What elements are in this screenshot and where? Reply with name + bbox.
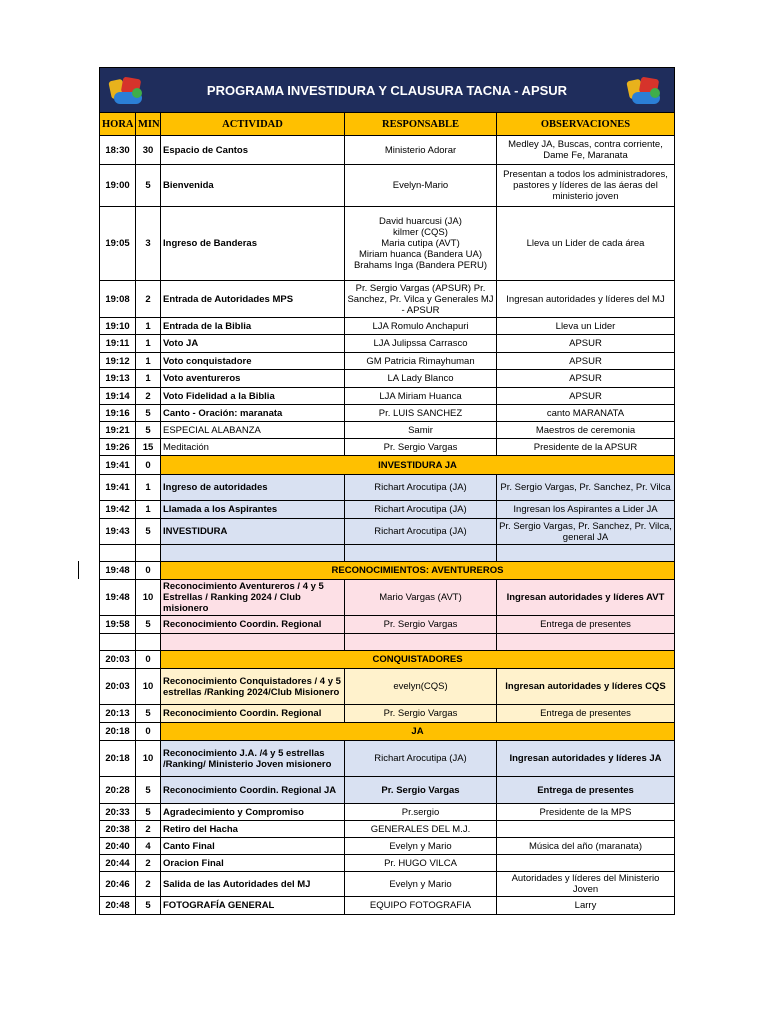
cell-hora: 20:13 [100, 705, 136, 723]
table-row [100, 281, 675, 318]
cell-min: 4 [136, 838, 161, 855]
cell-actividad: Bienvenida [161, 165, 345, 207]
cell-min [136, 545, 161, 562]
cell-min: 1 [136, 318, 161, 335]
cell-responsable [345, 545, 497, 562]
cell-actividad: Salida de las Autoridades del MJ [161, 872, 345, 897]
cell-actividad: Voto Fidelidad a la Biblia [161, 388, 345, 405]
table-row [100, 897, 675, 915]
cell-min: 1 [136, 353, 161, 370]
table-row [100, 669, 675, 705]
cell-responsable: Mario Vargas (AVT) [345, 580, 497, 616]
section-row [100, 456, 675, 475]
cell-observaciones: Autoridades y líderes del Ministerio Joven [497, 872, 675, 897]
cell-hora: 19:41 [100, 475, 136, 501]
cell-actividad: Reconocimiento J.A. /4 y 5 estrellas /Ranking/ Ministerio Joven misionero [161, 741, 345, 777]
cell-actividad: Ingreso de Banderas [161, 207, 345, 281]
cell-observaciones: Entrega de presentes [497, 705, 675, 723]
cell-responsable: Evelyn y Mario [345, 872, 497, 897]
cell-hora: 19:00 [100, 165, 136, 207]
cell-actividad: Canto - Oración: maranata [161, 405, 345, 422]
cell-hora: 20:46 [100, 872, 136, 897]
cell-hora: 19:16 [100, 405, 136, 422]
cell-observaciones: Pr. Sergio Vargas, Pr. Sanchez, Pr. Vilca, general JA [497, 519, 675, 545]
cell-actividad: Reconocimiento Coordin. Regional [161, 616, 345, 634]
ministry-logo-left [106, 72, 150, 108]
cell-observaciones: Lleva un Lider [497, 318, 675, 335]
cell-actividad: INVESTIDURA [161, 519, 345, 545]
cell-hora: 19:26 [100, 439, 136, 456]
cell-hora: 20:18 [100, 741, 136, 777]
cell-observaciones: Ingresan autoridades y líderes del MJ [497, 281, 675, 318]
cell-actividad: Reconocimiento Coordin. Regional [161, 705, 345, 723]
table-row [100, 405, 675, 422]
table-row [100, 545, 675, 562]
table-row [100, 335, 675, 353]
cell-actividad: Llamada a los Aspirantes [161, 501, 345, 519]
program-table [99, 67, 675, 915]
table-row [100, 136, 675, 165]
table-row [100, 580, 675, 616]
cell-observaciones: Ingresan autoridades y líderes AVT [497, 580, 675, 616]
cell-responsable: LJA Miriam Huanca [345, 388, 497, 405]
header-hora: HORA [100, 113, 136, 136]
cell-min: 5 [136, 804, 161, 821]
cell-min: 2 [136, 872, 161, 897]
cell-actividad: Ingreso de autoridades [161, 475, 345, 501]
table-row [100, 634, 675, 651]
cell-hora [100, 634, 136, 651]
text-cursor [78, 561, 79, 579]
cell-responsable: Pr. Sergio Vargas [345, 705, 497, 723]
cell-observaciones: Entrega de presentes [497, 616, 675, 634]
cell-observaciones: Pr. Sergio Vargas, Pr. Sanchez, Pr. Vilca [497, 475, 675, 501]
table-row [100, 388, 675, 405]
cell-responsable: Pr. HUGO VILCA [345, 855, 497, 872]
table-row [100, 370, 675, 388]
section-title: INVESTIDURA JA [161, 456, 675, 475]
table-row [100, 872, 675, 897]
cell-min: 1 [136, 335, 161, 353]
cell-hora: 20:18 [100, 723, 136, 741]
cell-hora: 18:30 [100, 136, 136, 165]
cell-responsable: Pr. Sergio Vargas (APSUR) Pr. Sanchez, Pr. Vilca y Generales MJ - APSUR [345, 281, 497, 318]
cell-responsable: Pr. LUIS SANCHEZ [345, 405, 497, 422]
cell-observaciones: Presidente de la APSUR [497, 439, 675, 456]
cell-min: 5 [136, 422, 161, 439]
cell-responsable: Richart Arocutipa (JA) [345, 741, 497, 777]
table-row [100, 741, 675, 777]
section-row [100, 651, 675, 669]
ministry-logo-right [624, 72, 668, 108]
cell-hora: 19:13 [100, 370, 136, 388]
cell-hora: 19:14 [100, 388, 136, 405]
cell-min: 1 [136, 501, 161, 519]
cell-hora: 19:58 [100, 616, 136, 634]
cell-min: 5 [136, 777, 161, 804]
cell-min: 0 [136, 456, 161, 475]
cell-observaciones: Ingresan los Aspirantes a Lider JA [497, 501, 675, 519]
cell-responsable: LA Lady Blanco [345, 370, 497, 388]
cell-observaciones: Medley JA, Buscas, contra corriente, Dame Fe, Maranata [497, 136, 675, 165]
cell-hora: 19:11 [100, 335, 136, 353]
cell-responsable: EQUIPO FOTOGRAFIA [345, 897, 497, 915]
table-row [100, 616, 675, 634]
cell-observaciones: Larry [497, 897, 675, 915]
cell-observaciones: APSUR [497, 353, 675, 370]
cell-observaciones [497, 821, 675, 838]
cell-observaciones: Maestros de ceremonia [497, 422, 675, 439]
title-row [100, 68, 675, 113]
cell-min: 0 [136, 562, 161, 580]
table-row [100, 705, 675, 723]
cell-responsable [345, 634, 497, 651]
cell-hora: 20:33 [100, 804, 136, 821]
header-observaciones: OBSERVACIONES [497, 113, 675, 136]
table-row [100, 838, 675, 855]
cell-observaciones [497, 545, 675, 562]
cell-observaciones: Música del año (maranata) [497, 838, 675, 855]
cell-actividad: FOTOGRAFÍA GENERAL [161, 897, 345, 915]
cell-min: 5 [136, 897, 161, 915]
cell-observaciones: APSUR [497, 388, 675, 405]
section-title: RECONOCIMIENTOS: AVENTUREROS [161, 562, 675, 580]
cell-min [136, 634, 161, 651]
cell-responsable: LJA Julipssa Carrasco [345, 335, 497, 353]
cell-min: 2 [136, 855, 161, 872]
cell-observaciones: Presidente de la MPS [497, 804, 675, 821]
cell-responsable: Richart Arocutipa (JA) [345, 475, 497, 501]
cell-responsable: Pr.sergio [345, 804, 497, 821]
cell-observaciones: APSUR [497, 335, 675, 353]
cell-min: 10 [136, 580, 161, 616]
cell-responsable: David huarcusi (JA) kilmer (CQS) Maria cutipa (AVT) Miriam huanca (Bandera UA) Brahams Inga (Bandera PERU) [345, 207, 497, 281]
cell-responsable: Evelyn-Mario [345, 165, 497, 207]
table-row [100, 855, 675, 872]
cell-min: 2 [136, 821, 161, 838]
cell-observaciones: Lleva un Lider de cada área [497, 207, 675, 281]
cell-actividad: Reconocimiento Coordin. Regional JA [161, 777, 345, 804]
cell-hora: 19:41 [100, 456, 136, 475]
cell-actividad: Entrada de la Biblia [161, 318, 345, 335]
table-row [100, 207, 675, 281]
cell-responsable: Richart Arocutipa (JA) [345, 501, 497, 519]
cell-hora: 20:48 [100, 897, 136, 915]
cell-responsable: GENERALES DEL M.J. [345, 821, 497, 838]
section-row [100, 723, 675, 741]
table-row [100, 353, 675, 370]
cell-min: 2 [136, 388, 161, 405]
cell-actividad [161, 634, 345, 651]
cell-hora: 20:03 [100, 669, 136, 705]
table-row [100, 804, 675, 821]
cell-actividad: Retiro del Hacha [161, 821, 345, 838]
cell-responsable: Pr. Sergio Vargas [345, 616, 497, 634]
cell-actividad: Voto conquistadore [161, 353, 345, 370]
cell-min: 5 [136, 616, 161, 634]
cell-min: 1 [136, 370, 161, 388]
cell-hora: 20:38 [100, 821, 136, 838]
cell-observaciones: Ingresan autoridades y líderes JA [497, 741, 675, 777]
table-row [100, 519, 675, 545]
cell-observaciones: Presentan a todos los administradores, pastores y líderes de las áeras del ministerio joven [497, 165, 675, 207]
page-title: PROGRAMA INVESTIDURA Y CLAUSURA TACNA - APSUR [206, 82, 568, 98]
cell-actividad: Canto Final [161, 838, 345, 855]
cell-observaciones: Entrega de presentes [497, 777, 675, 804]
cell-observaciones [497, 634, 675, 651]
table-row [100, 318, 675, 335]
cell-min: 1 [136, 475, 161, 501]
cell-observaciones: APSUR [497, 370, 675, 388]
cell-actividad: Voto aventureros [161, 370, 345, 388]
cell-responsable: GM Patricia Rimayhuman [345, 353, 497, 370]
cell-responsable: Pr. Sergio Vargas [345, 439, 497, 456]
cell-min: 5 [136, 165, 161, 207]
cell-actividad: Entrada de Autoridades MPS [161, 281, 345, 318]
table-row [100, 821, 675, 838]
cell-actividad [161, 545, 345, 562]
header-actividad: ACTIVIDAD [161, 113, 345, 136]
cell-hora: 19:48 [100, 562, 136, 580]
cell-responsable: Samir [345, 422, 497, 439]
cell-hora: 19:43 [100, 519, 136, 545]
cell-hora: 19:21 [100, 422, 136, 439]
cell-hora: 20:44 [100, 855, 136, 872]
cell-hora: 19:42 [100, 501, 136, 519]
section-row [100, 562, 675, 580]
cell-min: 15 [136, 439, 161, 456]
cell-responsable: Richart Arocutipa (JA) [345, 519, 497, 545]
table-row [100, 777, 675, 804]
cell-min: 5 [136, 705, 161, 723]
cell-hora [100, 545, 136, 562]
cell-actividad: Voto JA [161, 335, 345, 353]
table-row [100, 439, 675, 456]
cell-min: 2 [136, 281, 161, 318]
cell-hora: 20:03 [100, 651, 136, 669]
cell-min: 0 [136, 723, 161, 741]
cell-actividad: Reconocimiento Conquistadores / 4 y 5 estrellas /Ranking 2024/Club Misionero [161, 669, 345, 705]
cell-responsable: LJA Romulo Anchapuri [345, 318, 497, 335]
cell-responsable: Evelyn y Mario [345, 838, 497, 855]
table-row [100, 422, 675, 439]
cell-min: 30 [136, 136, 161, 165]
cell-hora: 19:08 [100, 281, 136, 318]
cell-actividad: Meditación [161, 439, 345, 456]
cell-hora: 19:48 [100, 580, 136, 616]
cell-observaciones [497, 855, 675, 872]
header-responsable: RESPONSABLE [345, 113, 497, 136]
cell-min: 10 [136, 669, 161, 705]
cell-min: 5 [136, 519, 161, 545]
table-row [100, 165, 675, 207]
cell-responsable: evelyn(CQS) [345, 669, 497, 705]
cell-actividad: ESPECIAL ALABANZA [161, 422, 345, 439]
cell-hora: 20:28 [100, 777, 136, 804]
table-row [100, 475, 675, 501]
cell-actividad: Agradecimiento y Compromiso [161, 804, 345, 821]
cell-hora: 19:05 [100, 207, 136, 281]
cell-min: 5 [136, 405, 161, 422]
column-header-row [100, 113, 675, 136]
cell-observaciones: canto MARANATA [497, 405, 675, 422]
cell-observaciones: Ingresan autoridades y líderes CQS [497, 669, 675, 705]
cell-min: 0 [136, 651, 161, 669]
cell-actividad: Reconocimiento Aventureros / 4 y 5 Estrellas / Ranking 2024 / Club misionero [161, 580, 345, 616]
cell-min: 10 [136, 741, 161, 777]
cell-min: 3 [136, 207, 161, 281]
cell-hora: 19:12 [100, 353, 136, 370]
cell-hora: 20:40 [100, 838, 136, 855]
section-title: CONQUISTADORES [161, 651, 675, 669]
cell-actividad: Espacio de Cantos [161, 136, 345, 165]
cell-responsable: Ministerio Adorar [345, 136, 497, 165]
cell-responsable: Pr. Sergio Vargas [345, 777, 497, 804]
table-row [100, 501, 675, 519]
cell-actividad: Oracion Final [161, 855, 345, 872]
section-title: JA [161, 723, 675, 741]
header-min: MIN [136, 113, 161, 136]
cell-hora: 19:10 [100, 318, 136, 335]
